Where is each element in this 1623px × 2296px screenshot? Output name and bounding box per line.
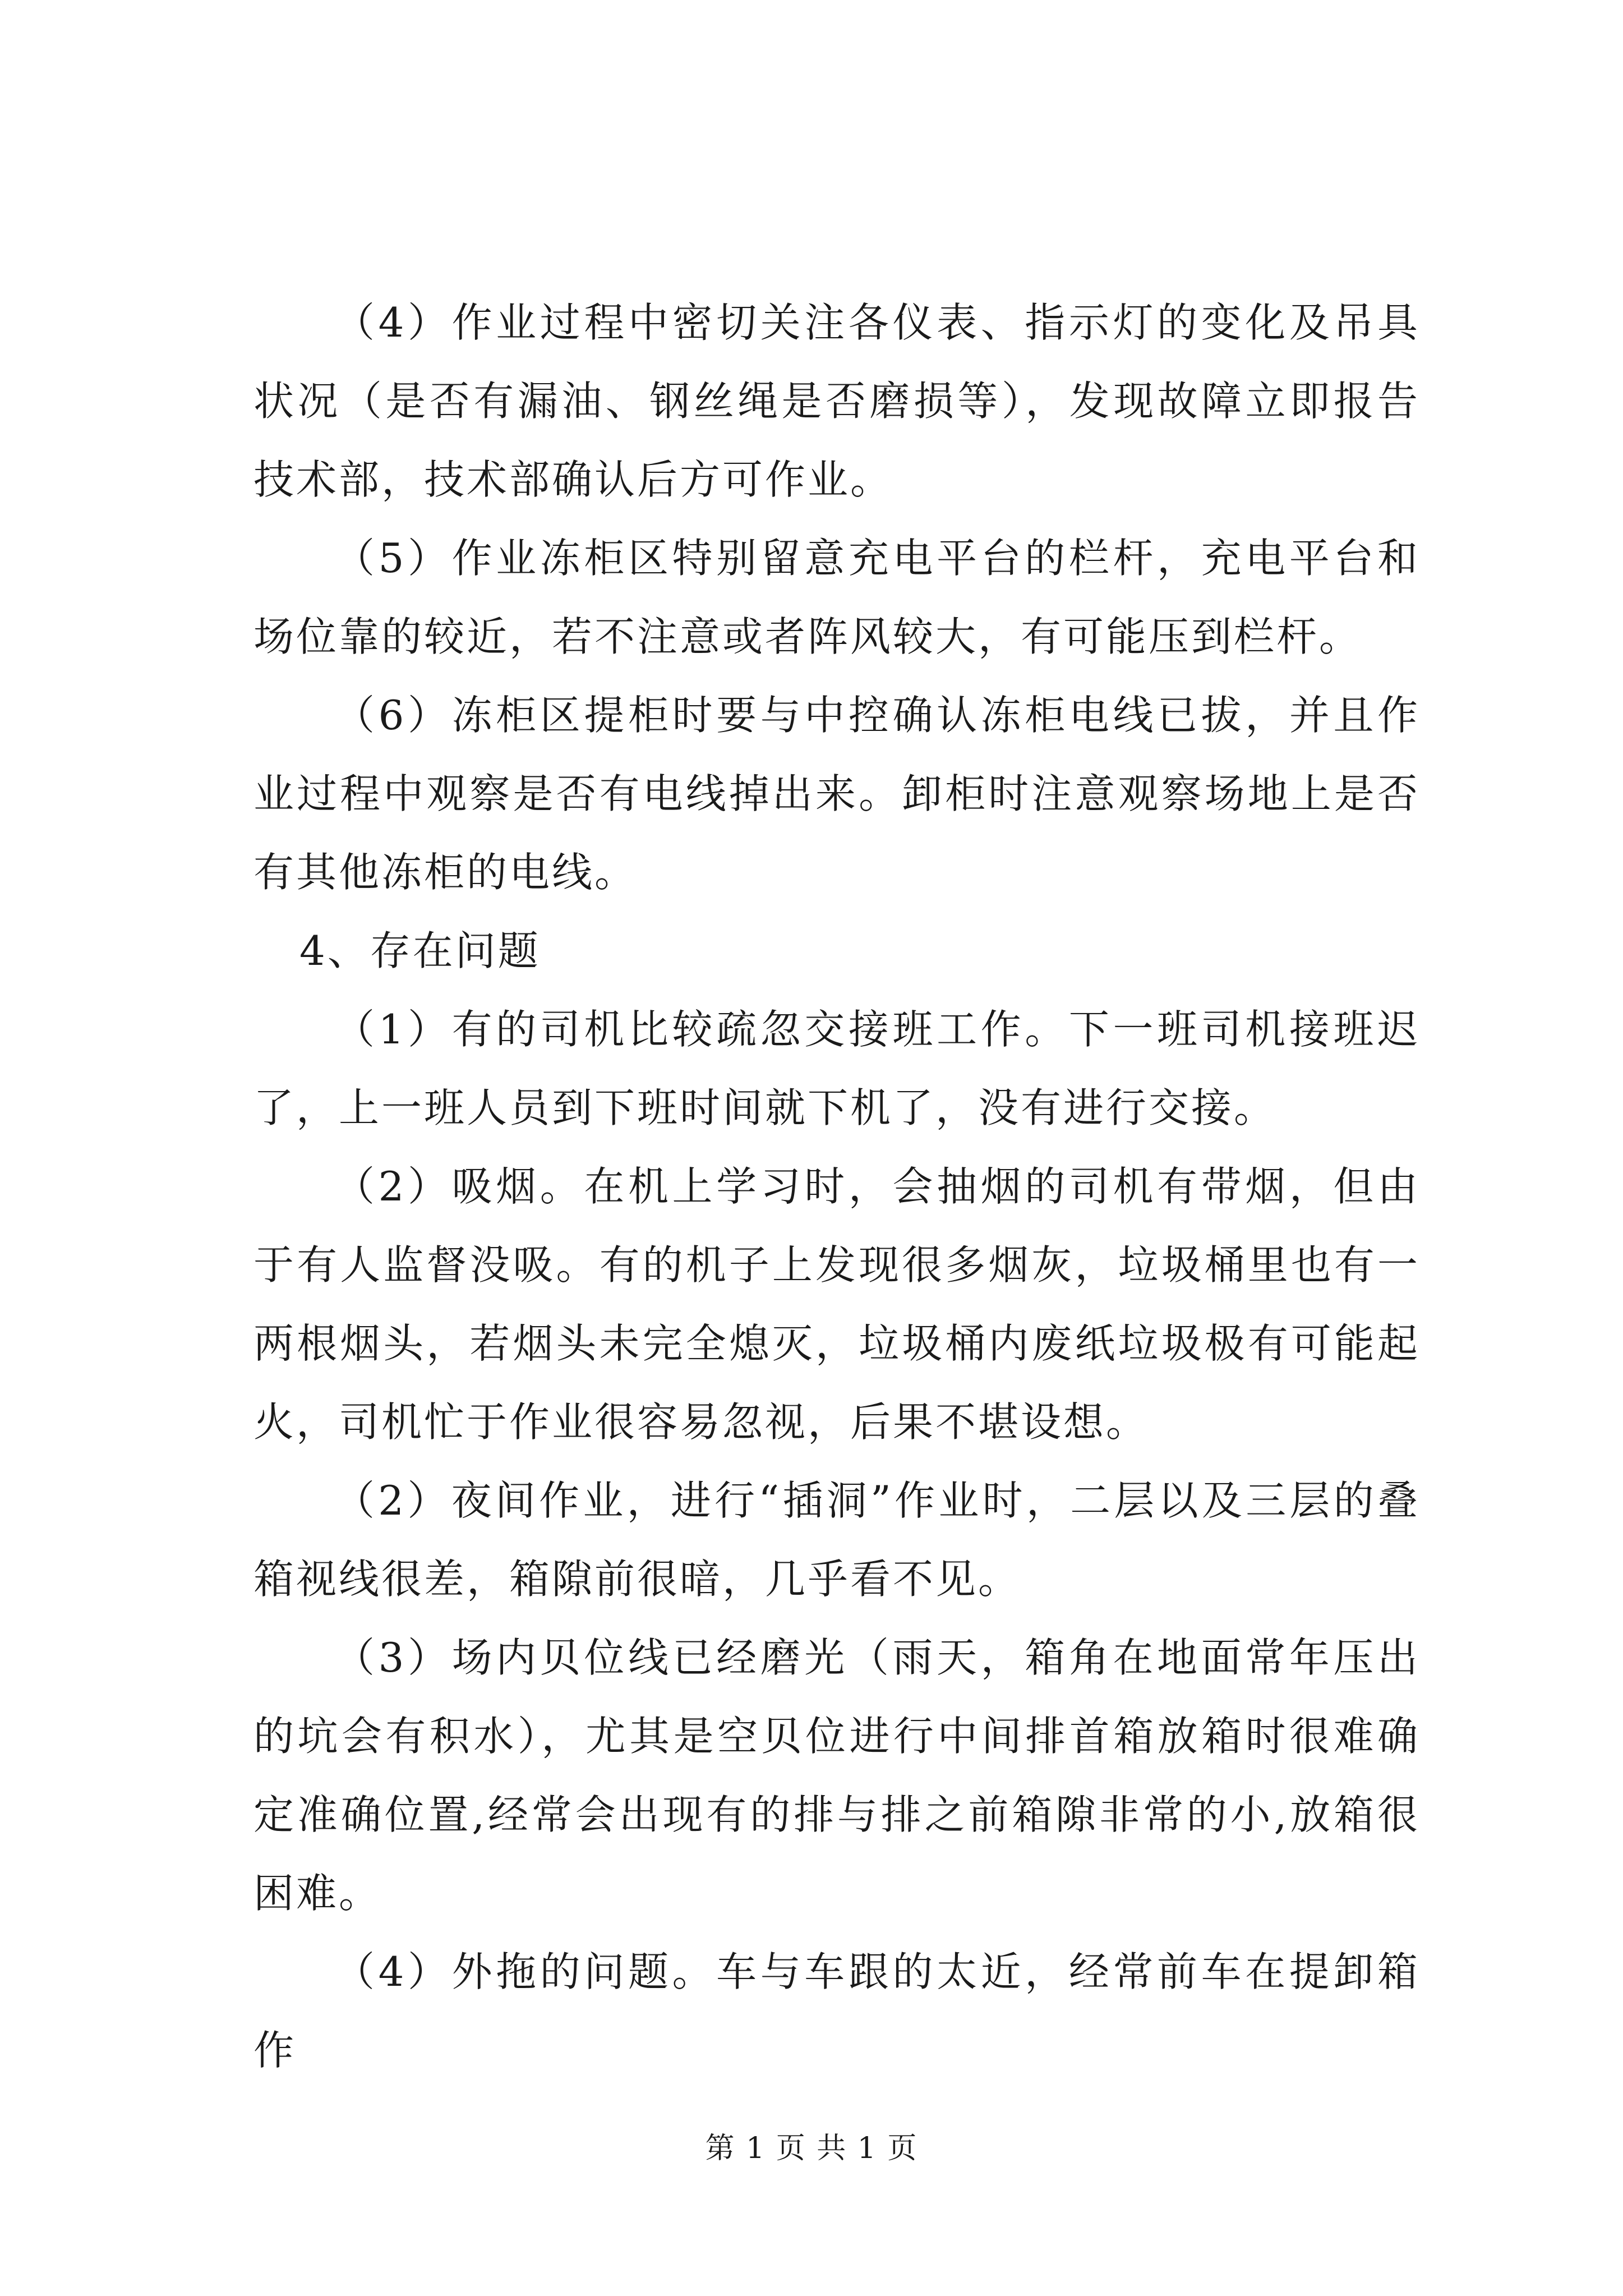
issue-item-1: （1）有的司机比较疏忽交接班工作。下一班司机接班迟了，上一班人员到下班时间就下机了，没有进行交接。 bbox=[253, 1006, 1420, 1131]
section-heading: 4、存在问题 bbox=[299, 927, 541, 974]
page-footer: 第 1 页 共 1 页 bbox=[705, 2132, 918, 2165]
issue-item-4: （4）外拖的问题。车与车跟的太近，经常前车在提卸箱作 bbox=[253, 1948, 1420, 2074]
issue-item-2-smoking: （2）吸烟。在机上学习时，会抽烟的司机有带烟，但由于有人监督没吸。有的机子上发现很多烟灰，垃圾桶里也有一两根烟头，若烟头未完全熄灭，垃圾桶内废纸垃圾极有可能起火，司机忙于作业很容易忽视，后果不堪设想。 bbox=[253, 1163, 1420, 1446]
issue-item-3: （3）场内贝位线已经磨光（雨天，箱角在地面常年压出的坑会有积水），尤其是空贝位进行中间排首箱放箱时很难确定准确位置,经常会出现有的排与排之前箱隙非常的小,放箱很困难。 bbox=[253, 1634, 1420, 1917]
paragraph-item-4: （4）作业过程中密切关注各仪表、指示灯的变化及吊具状况（是否有漏油、钢丝绳是否磨损等），发现故障立即报告技术部，技术部确认后方可作业。 bbox=[253, 299, 1420, 503]
paragraph-item-5: （5）作业冻柜区特别留意充电平台的栏杆，充电平台和场位靠的较近，若不注意或者阵风较大，有可能压到栏杆。 bbox=[253, 535, 1420, 660]
paragraph-item-6: （6）冻柜区提柜时要与中控确认冻柜电线已拔，并且作业过程中观察是否有电线掉出来。卸柜时注意观察场地上是否有其他冻柜的电线。 bbox=[253, 692, 1420, 896]
document-body bbox=[253, 283, 1420, 2090]
issue-item-2-night-work: （2）夜间作业，进行“插洞”作业时，二层以及三层的叠箱视线很差，箱隙前很暗，几乎看不见。 bbox=[253, 1477, 1420, 1603]
